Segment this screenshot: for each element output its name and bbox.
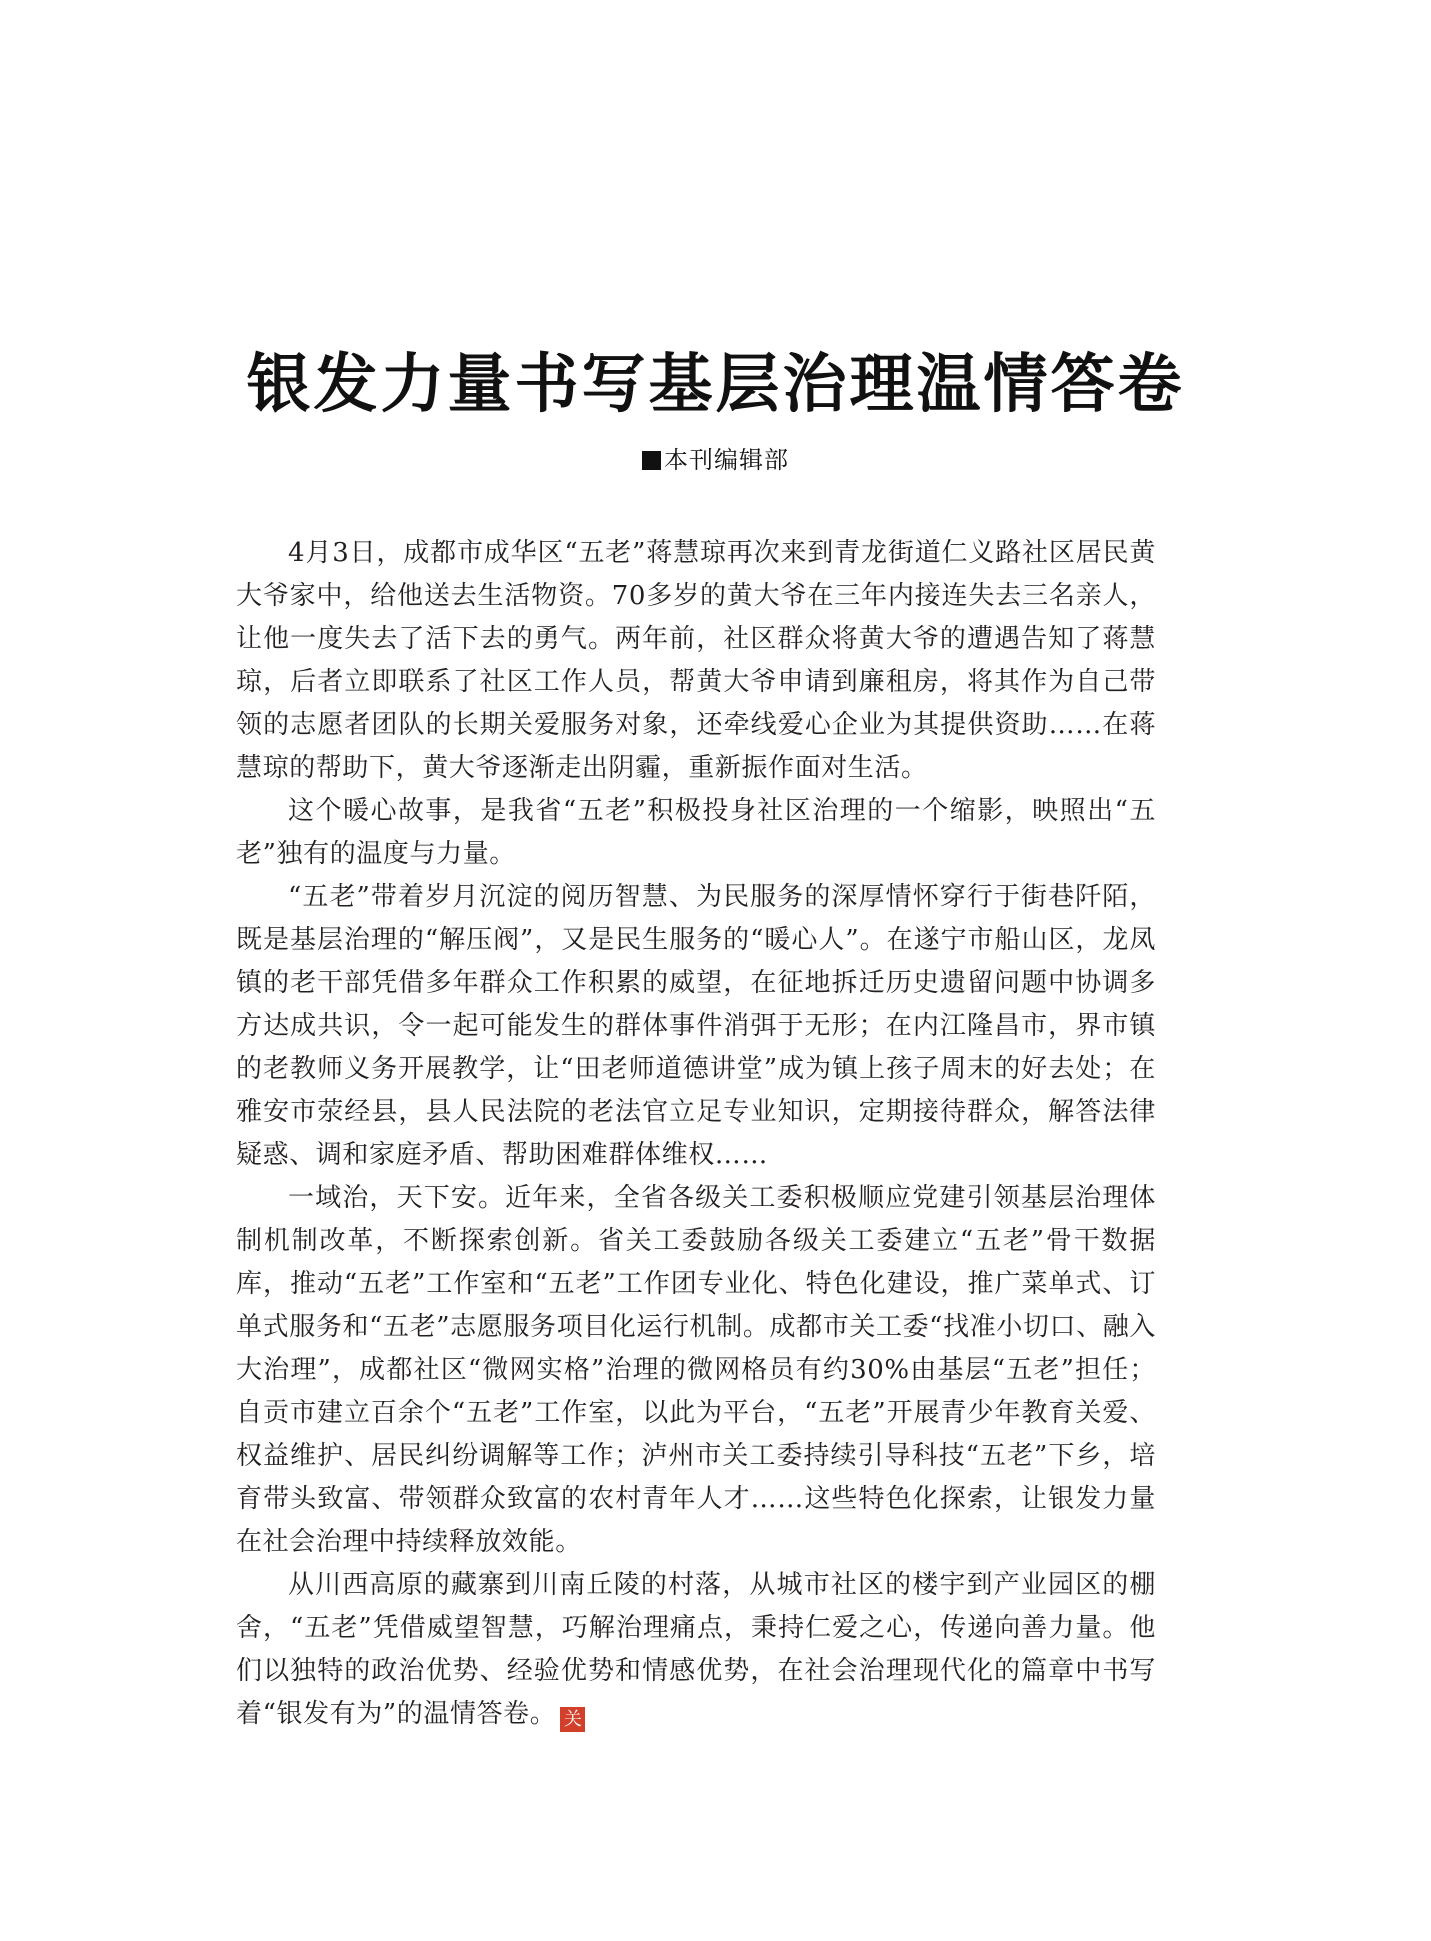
byline: [0, 444, 1431, 476]
end-mark-logo: 关: [560, 1707, 585, 1732]
paragraph-4: 一域治，天下安。近年来，全省各级关工委积极顺应党建引领基层治理体制机制改革，不断探索创新。省关工委鼓励各级关工委建立“五老”骨干数据库，推动“五老”工作室和“五老”工作团专业化、特色化建设，推广菜单式、订单式服务和“五老”志愿服务项目化运行机制。成都市关工委“找准小切口、融入大治理”，成都社区“微网实格”治理的微网格员有约30%由基层“五老”担任；自贡市建立百余个“五老”工作室，以此为平台，“五老”开展青少年教育关爱、权益维护、居民纠纷调解等工作；泸州市关工委持续引导科技“五老”下乡，培育带头致富、带领群众致富的农村青年人才……这些特色化探索，让银发力量在社会治理中持续释放效能。: [236, 1183, 1156, 1557]
paragraph-1: 4月3日，成都市成华区“五老”蒋慧琼再次来到青龙街道仁义路社区居民黄大爷家中，给他送去生活物资。70多岁的黄大爷在三年内接连失去三名亲人，让他一度失去了活下去的勇气。两年前，社区群众将黄大爷的遭遇告知了蒋慧琼，后者立即联系了社区工作人员，帮黄大爷申请到廉租房，将其作为自己带领的志愿者团队的长期关爱服务对象，还牵线爱心企业为其提供资助……在蒋慧琼的帮助下，黄大爷逐渐走出阴霾，重新振作面对生活。: [236, 538, 1156, 783]
paragraph-5: [236, 1564, 1156, 1736]
paragraph-5-text: 从川西高原的藏寨到川南丘陵的村落，从城市社区的楼宇到产业园区的棚舍，“五老”凭借威望智慧，巧解治理痛点，秉持仁爱之心，传递向善力量。他们以独特的政治优势、经验优势和情感优势，在社会治理现代化的篇章中书写着“银发有为”的温情答卷。: [236, 1570, 1156, 1729]
article-body: [236, 532, 1156, 1736]
black-square-icon: [642, 451, 661, 470]
article-title: 银发力量书写基层治理温情答卷: [246, 347, 1185, 422]
byline-text: 本刊编辑部: [664, 446, 789, 474]
paragraph-3: “五老”带着岁月沉淀的阅历智慧、为民服务的深厚情怀穿行于街巷阡陌，既是基层治理的“解压阀”，又是民生服务的“暖心人”。在遂宁市船山区，龙凤镇的老干部凭借多年群众工作积累的威望，在征地拆迁历史遗留问题中协调多方达成共识，令一起可能发生的群体事件消弭于无形；在内江隆昌市，界市镇的老教师义务开展教学，让“田老师道德讲堂”成为镇上孩子周末的好去处；在雅安市荥经县，县人民法院的老法官立足专业知识，定期接待群众，解答法律疑惑、调和家庭矛盾、帮助困难群体维权……: [236, 882, 1156, 1170]
paragraph-2: 这个暖心故事，是我省“五老”积极投身社区治理的一个缩影，映照出“五老”独有的温度与力量。: [236, 796, 1156, 869]
